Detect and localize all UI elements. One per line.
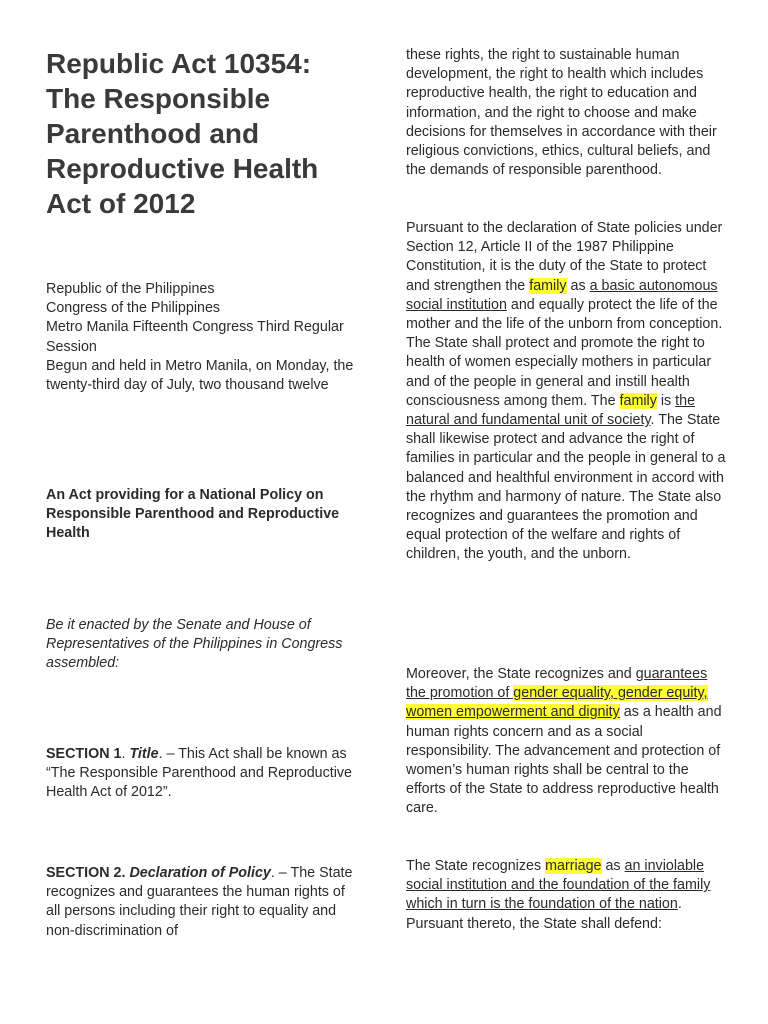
text-run: and equally protect the life of the mother and the life of the unborn from conception. The State shall protect and promote the right to health of women especially mothers in particular and of the people in general and instill health consciousness among them. The	[406, 296, 723, 409]
text-run: The State recognizes	[406, 858, 546, 874]
highlight-gender-equality: gender equality, gender equity, women empowerment and dignity	[406, 685, 708, 721]
right-paragraph-marriage	[406, 857, 726, 934]
section-2-text: The State recognizes and guarantees the human rights of all persons including their right to equality and non-discrimination of	[46, 865, 353, 939]
text-run: is	[656, 392, 676, 409]
underline-inviolable-institution: an inviolable social institution and the foundation of the family which in turn is the foundation of the nation	[406, 858, 711, 913]
section-1-text: This Act shall be known as “The Responsible Parenthood and Reproductive Health Act of 2012”.	[46, 746, 352, 801]
section-1-dash: . –	[158, 746, 179, 762]
highlight-family-1: family	[529, 277, 567, 294]
text-run: as	[601, 858, 625, 874]
preamble-line-congress: Congress of the Philippines	[46, 300, 221, 317]
preamble	[46, 280, 356, 395]
section-2	[46, 864, 356, 941]
text-run: . Pursuant thereto, the State shall defend:	[406, 896, 682, 932]
right-paragraph-rights: these rights, the right to sustainable human development, the right to health which includes reproductive health, the right to education and information, and the right to choose and make decisions for themselves in accordance with their religious convictions, ethics, cultural beliefs, and the demands of responsible parenthood.	[406, 47, 717, 179]
underline-basic-institution: a basic autonomous social institution	[406, 277, 718, 313]
text-run: Pursuant to the declaration of State policies under Section 12, Article II of the 1987 Philippine Constitution, it is the duty of the State to protect and strengthen the	[406, 220, 723, 294]
underline-guarantees-promotion: guarantees the promotion of	[406, 666, 708, 702]
preamble-line-begun: Begun and held in Metro Manila, on Monday, the twenty-third day of July, two thousand twelve	[46, 357, 354, 394]
section-2-label: SECTION 2.	[46, 865, 126, 881]
highlight-marriage: marriage	[545, 858, 602, 874]
section-1-sep: .	[121, 746, 130, 762]
act-heading: An Act providing for a National Policy on Responsible Parenthood and Reproductive Health	[46, 487, 340, 542]
preamble-line-republic: Republic of the Philippines	[46, 281, 215, 297]
highlight-family-2: family	[619, 392, 657, 409]
section-1	[46, 745, 356, 803]
section-2-title: Declaration of Policy	[129, 865, 271, 881]
section-1-title: Title	[129, 746, 159, 762]
text-run: as	[566, 277, 590, 294]
preamble-line-session: Metro Manila Fifteenth Congress Third Regular Session	[46, 319, 344, 355]
section-2-dash: . –	[270, 865, 291, 881]
underline-fundamental-unit: the natural and fundamental unit of society	[406, 392, 696, 429]
text-run: as a health and human rights concern and as a social responsibility. The advancement and protection of women’s human rights shall be central to the efforts of the State to address reproductive health care.	[406, 704, 722, 817]
text-run: Moreover, the State recognizes and	[406, 666, 636, 682]
section-1-label: SECTION 1	[46, 746, 122, 762]
text-run: . The State shall likewise protect and advance the right of families in particular and the people in general to a balanced and healthful environment in accord with the rhythm and harmony of nature. The State also recognizes and guarantees the promotion and equal protection of the welfare and rights of children, the youth, and the unborn.	[406, 412, 726, 563]
right-paragraph-state-policies	[406, 219, 726, 565]
right-paragraph-gender	[406, 665, 726, 819]
document-title: Republic Act 10354: The Responsible Parenthood and Reproductive Health Act of 2012	[46, 48, 319, 219]
enacting-clause: Be it enacted by the Senate and House of Representatives of the Philippines in Congress assembled:	[46, 617, 343, 672]
